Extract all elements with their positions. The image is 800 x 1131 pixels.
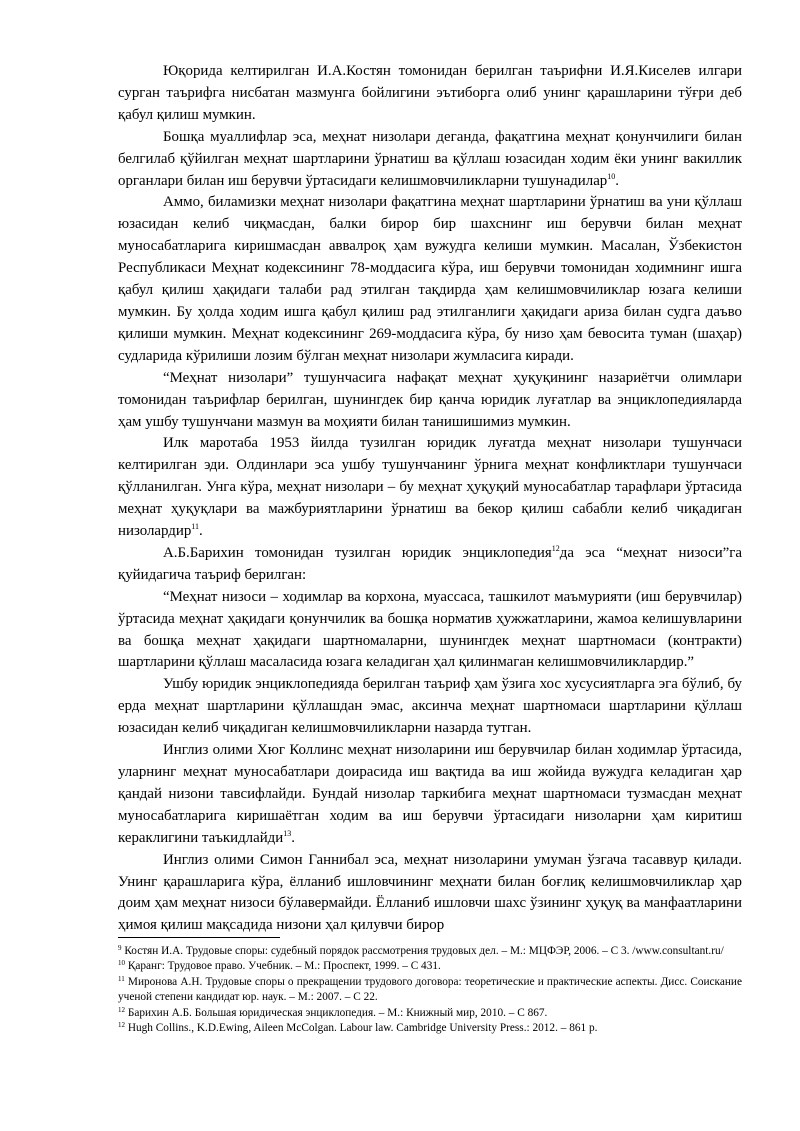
footnotes: [118, 944, 742, 1036]
paragraph-text: Инглиз олими Симон Ганнибал эса, меҳнат низоларини умуман ўзгача тасаввур қилади. Унинг қарашларига кўра, ёлланиб ишловчининг меҳнати билан боғлиқ келишмовчиликлар ҳар доим ҳам меҳнат низоси бўлавермайди. Ёлланиб ишловчи шахс ўзининг ҳуқуқ ва манфаатларини ҳимоя қилиш мақсадида низони ҳал қилувчи бирор: [118, 851, 742, 934]
paragraph: [118, 740, 742, 850]
footnote-number: 9: [118, 944, 122, 952]
paragraph-text: “Меҳнат низолари” тушунчасига нафақат меҳнат ҳуқуқининг назариётчи олимлари томонидан таърифлар берилган, шунингдек бир қанча юридик луғатлар ва энциклопедияларда ҳам ушбу тушунчани мазмун ва моҳияти билан танишишимиз мумкин.: [118, 369, 742, 430]
paragraph: [118, 61, 742, 127]
paragraph: [118, 368, 742, 434]
footnote-ref[interactable]: 13: [283, 828, 292, 838]
paragraph-tail: да эса “меҳнат низоси”га қуйидагича таъриф берилган:: [118, 544, 742, 583]
footnote: [118, 959, 742, 974]
footnote-number: 10: [118, 959, 125, 968]
paragraph-text: Аммо, биламизки меҳнат низолари фақатгина меҳнат шартларини ўрнатиш ва уни қўллаш юзасидан келиб чиқмасдан, балки бирор бир шахснинг иш берувчи билан меҳнат муносабатларига киришмасдан аввалроқ ҳам вужудга келиши мумкин. Масалан, Ўзбекистон Республикаси Меҳнат кодексининг 78-моддасига кўра, иш берувчи томонидан ходимнинг ишга қабул қилиш ҳақидаги талаби рад этилган тақдирда ҳам келишмовчиликлар юзага келиши мумкин. Бу ҳолда ходим ишга қабул қилиш рад этилганлиги ҳақидаги ариза билан судга даъво қилиши мумкин. Меҳнат кодексининг 269-моддасига кўра, бу низо ҳам бевосита туман (шаҳар) судларида кўрилиши лозим бўлган меҳнат низолари жумласига киради.: [118, 194, 742, 364]
footnote: [118, 1006, 742, 1021]
paragraph-text: Инглиз олими Хюг Коллинс меҳнат низоларини иш берувчилар билан ходимлар ўртасида, уларнинг меҳнат муносабатлари доирасида иш вақтида ва иш жойида вужудга келадиган ҳар қандай низони тавсифлайди. Бундай низолар таркибига меҳнат шартномаси тузмасдан меҳнат муносабатларига киришаётган ходим ва иш берувчи ўртасидаги низоларни ҳам киритиш кераклигини таъкидлайди: [118, 742, 742, 846]
footnote-number: 12: [118, 1021, 125, 1030]
paragraph: [118, 543, 742, 587]
paragraph-text: Юқорида келтирилган И.А.Костян томонидан берилган таърифни И.Я.Киселев илгари сурган таърифга нисбатан мазмунга бойлигини эътиборга олиб унинг қарашларини тўғри деб қабул қилиш мумкин.: [118, 63, 742, 123]
footnote-text: Миронова А.Н. Трудовые споры о прекращении трудового договора: теоретические и практические аспекты. Дисс. Соискание ученой степени кандидат юр. наук. – М.: 2007. – С 22.: [118, 975, 742, 1004]
paragraph: [118, 674, 742, 740]
footnote-ref[interactable]: 10: [607, 171, 616, 181]
footnote: [118, 1021, 742, 1036]
paragraph-text: “Меҳнат низоси – ходимлар ва корхона, муассаса, ташкилот маъмурияти (иш берувчилар) ўртасида меҳнат ҳақидаги қонунчилик ва бошқа норматив ҳужжатларини, жамоа келишувларини ва бошқа меҳнат ҳақидаги шартномаларни, шунингдек меҳнат шартномаси (контракти) шартларини қўллаш масаласида юзага келадиган ҳал қилинмаган келишмовчиликлардир.”: [118, 588, 742, 671]
paragraph-tail: .: [291, 829, 295, 846]
footnote-text: Hugh Collins., K.D.Ewing, Aileen McColgan. Labour law. Cambridge University Press.: 2012. – 861 p.: [127, 1022, 598, 1035]
paragraph: [118, 192, 742, 367]
paragraph: [118, 850, 742, 938]
paragraph-text: Бошқа муаллифлар эса, меҳнат низолари деганда, фақатгина меҳнат қонунчилиги билан белгилаб қўйилган меҳнат шартларини ўрнатиш ва қўллаш юзасидан ходим ёки унинг вакиллик органлари билан иш берувчи ўртасидаги келишмовчиликларни тушунадилар: [118, 128, 742, 189]
paragraph-text: Илк маротаба 1953 йилда тузилган юридик луғатда меҳнат низолари тушунчаси келтирилган эди. Олдинлари эса ушбу тушунчанинг ўрнига меҳнат конфликтлари тушунчаси қўлланилган. Унга кўра, меҳнат низолари – бу меҳнат ҳуқуқий муносабатлар тарафлари ўртасида меҳнат ҳуқуқлари ва мажбуриятларини ўрнатиш ва бекор қилиш сабабли келиб чиқадиган низолардир: [118, 435, 742, 540]
footnote-ref[interactable]: 12: [551, 543, 560, 553]
footnote-text: Қаранг: Трудовое право. Учебник. – М.: Проспект, 1999. – С 431.: [127, 960, 441, 973]
main-text: [118, 61, 742, 937]
footnote: [118, 975, 742, 1006]
footnote: [118, 944, 742, 959]
paragraph-tail: .: [198, 523, 203, 540]
paragraph-text: Ушбу юридик энциклопедияда берилган таъриф ҳам ўзига хос хусусиятларга эга бўлиб, бу ерда меҳнат шартларини қўллашдан эмас, аксинча меҳнат шартномаси шартларини қўллаш юзасидан келиб чиқадиган келишмовчиликларни назарда тутган.: [118, 676, 742, 737]
quote-paragraph: [118, 587, 742, 675]
paragraph-tail: .: [615, 172, 619, 189]
paragraph: [118, 433, 742, 543]
footnote-text: Костян И.А. Трудовые споры: судебный порядок рассмотрения трудовых дел. – М.: МЦФЭР, 2006. – С 3. /www.consultant.ru/: [124, 945, 724, 957]
paragraph: [118, 127, 742, 193]
footnote-ref[interactable]: 11: [191, 522, 199, 532]
paragraph-text: А.Б.Барихин томонидан тузилган юридик энциклопедия: [163, 544, 552, 561]
footnote-number: 11: [118, 974, 125, 983]
footnote-text: Барихин А.Б. Большая юридическая энциклопедия. – М.: Книжный мир, 2010. – С 867.: [127, 1006, 548, 1019]
footnote-separator: [118, 937, 280, 938]
footnote-number: 12: [118, 1005, 125, 1014]
